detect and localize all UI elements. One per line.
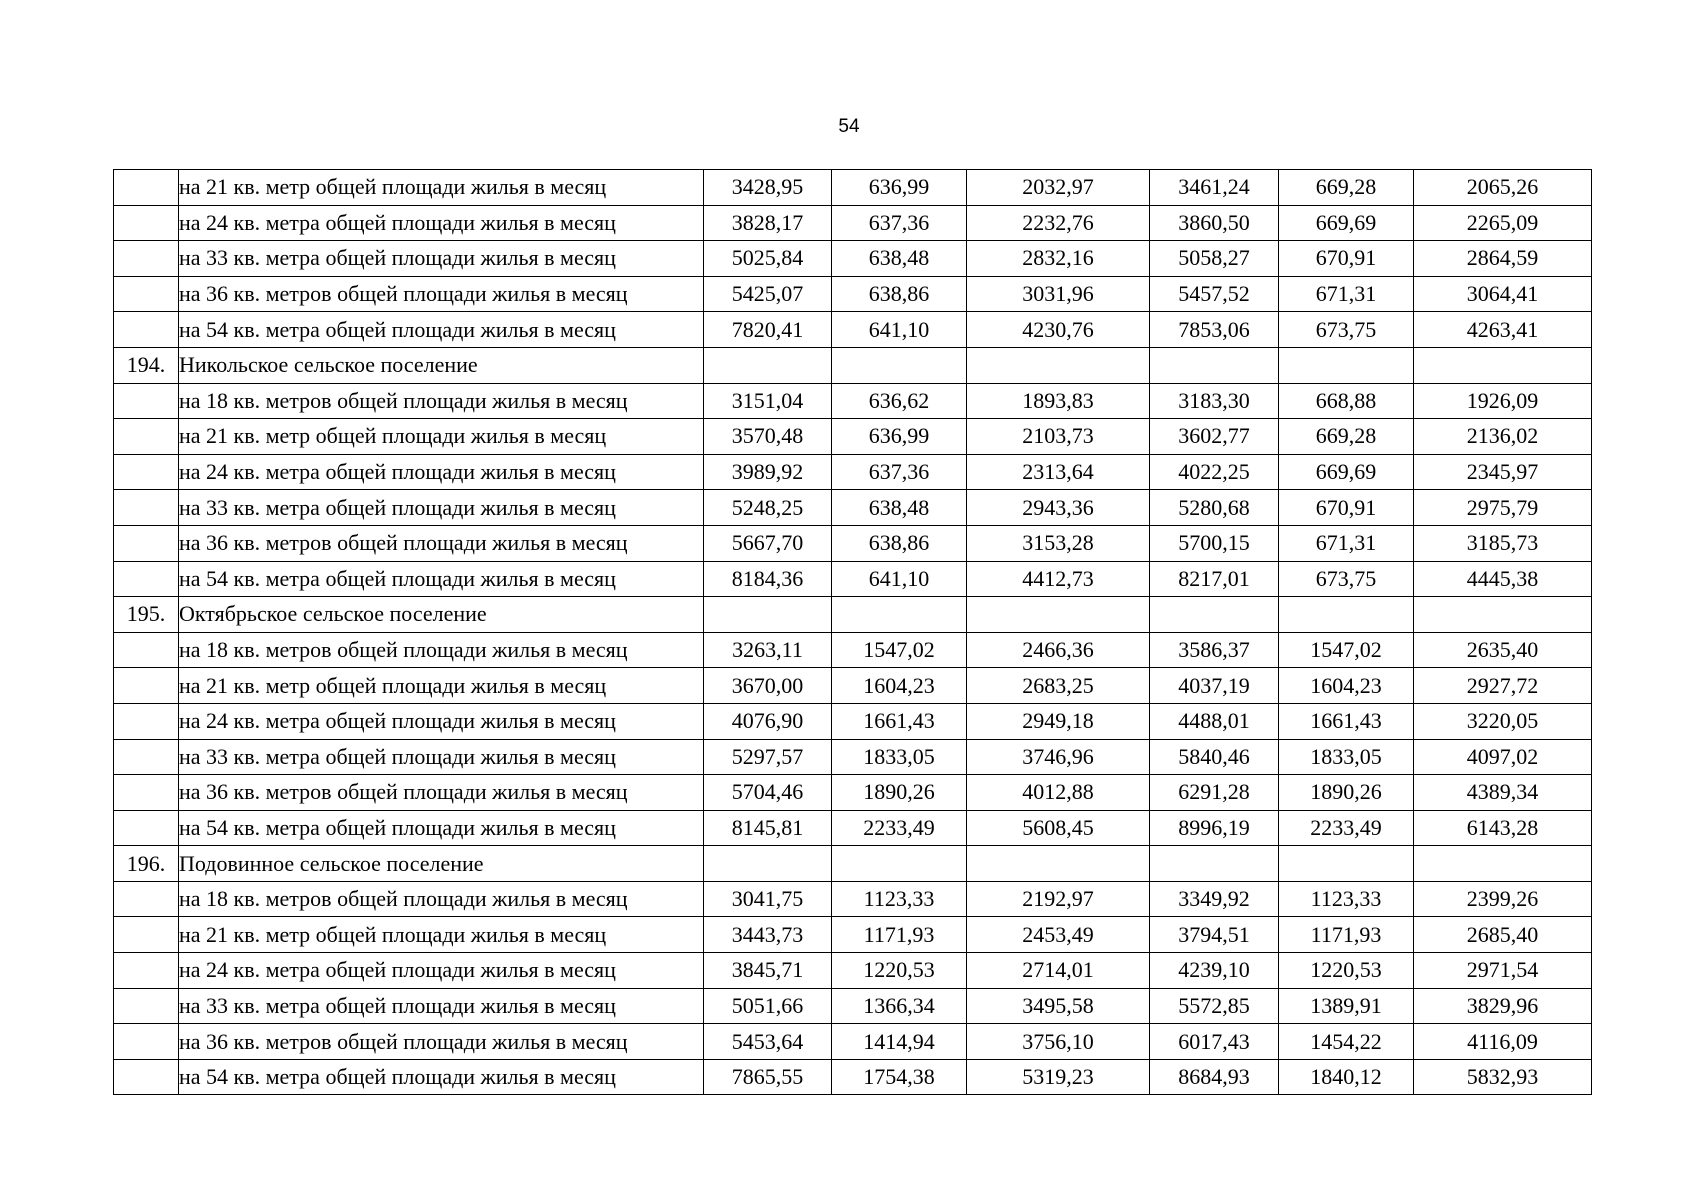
table-row [114,632,1592,668]
value-cell-5: 1840,12 [1279,1059,1414,1095]
value-cell-1: 5025,84 [704,241,832,277]
description-cell: на 21 кв. метр общей площади жилья в месяц [179,419,704,455]
table-row [114,312,1592,348]
value-cell-1: 7820,41 [704,312,832,348]
value-cell-6: 6143,28 [1414,810,1592,846]
description-cell: на 54 кв. метра общей площади жилья в месяц [179,561,704,597]
value-cell-2: 636,99 [832,419,967,455]
row-number-cell [114,276,179,312]
value-cell-5 [1279,597,1414,633]
description-cell: на 18 кв. метров общей площади жилья в месяц [179,632,704,668]
value-cell-2: 1414,94 [832,1024,967,1060]
value-cell-1: 5051,66 [704,988,832,1024]
value-cell-6: 1926,09 [1414,383,1592,419]
value-cell-1: 3443,73 [704,917,832,953]
row-number-cell: 194. [114,347,179,383]
value-cell-2: 637,36 [832,454,967,490]
value-cell-6: 2065,26 [1414,170,1592,206]
value-cell-6: 4389,34 [1414,775,1592,811]
description-cell: на 36 кв. метров общей площади жилья в месяц [179,1024,704,1060]
table-row [114,810,1592,846]
value-cell-3: 2313,64 [967,454,1150,490]
row-number-cell [114,525,179,561]
value-cell-1: 3570,48 [704,419,832,455]
value-cell-3 [967,846,1150,882]
value-cell-6: 2927,72 [1414,668,1592,704]
value-cell-3: 1893,83 [967,383,1150,419]
value-cell-6: 2345,97 [1414,454,1592,490]
value-cell-5: 2233,49 [1279,810,1414,846]
description-cell: Никольское сельское поселение [179,347,704,383]
row-number-cell [114,775,179,811]
description-cell: на 21 кв. метр общей площади жилья в месяц [179,668,704,704]
table-row [114,170,1592,206]
value-cell-5: 671,31 [1279,525,1414,561]
description-cell: на 36 кв. метров общей площади жилья в месяц [179,525,704,561]
value-cell-5: 1661,43 [1279,703,1414,739]
table-row [114,276,1592,312]
value-cell-5: 1171,93 [1279,917,1414,953]
row-number-cell [114,881,179,917]
value-cell-1: 5248,25 [704,490,832,526]
row-number-cell [114,205,179,241]
value-cell-6: 2399,26 [1414,881,1592,917]
value-cell-4: 3586,37 [1150,632,1279,668]
row-number-cell [114,241,179,277]
value-cell-4: 3183,30 [1150,383,1279,419]
table-row [114,953,1592,989]
row-number-cell [114,1059,179,1095]
table-row [114,561,1592,597]
value-cell-1 [704,347,832,383]
table-row [114,775,1592,811]
description-cell: на 33 кв. метра общей площади жилья в месяц [179,490,704,526]
row-number-cell [114,1024,179,1060]
value-cell-4: 7853,06 [1150,312,1279,348]
description-cell: на 36 кв. метров общей площади жилья в месяц [179,775,704,811]
value-cell-6: 3829,96 [1414,988,1592,1024]
row-number-cell: 195. [114,597,179,633]
value-cell-1: 5667,70 [704,525,832,561]
value-cell-2: 1171,93 [832,917,967,953]
value-cell-3: 2103,73 [967,419,1150,455]
value-cell-2: 641,10 [832,312,967,348]
value-cell-1: 3989,92 [704,454,832,490]
table-row [114,1059,1592,1095]
value-cell-5: 673,75 [1279,312,1414,348]
description-cell: на 18 кв. метров общей площади жилья в месяц [179,881,704,917]
value-cell-6 [1414,846,1592,882]
value-cell-5: 668,88 [1279,383,1414,419]
value-cell-2: 638,48 [832,241,967,277]
value-cell-2: 636,62 [832,383,967,419]
value-cell-5: 670,91 [1279,241,1414,277]
value-cell-1: 3151,04 [704,383,832,419]
table-row [114,1024,1592,1060]
value-cell-4: 5457,52 [1150,276,1279,312]
value-cell-1: 5297,57 [704,739,832,775]
row-number-cell [114,419,179,455]
value-cell-2: 1366,34 [832,988,967,1024]
value-cell-3: 2032,97 [967,170,1150,206]
value-cell-3: 3746,96 [967,739,1150,775]
value-cell-3: 3153,28 [967,525,1150,561]
value-cell-4: 8996,19 [1150,810,1279,846]
value-cell-4: 3602,77 [1150,419,1279,455]
value-cell-5: 1833,05 [1279,739,1414,775]
value-cell-1: 3845,71 [704,953,832,989]
value-cell-3: 2192,97 [967,881,1150,917]
value-cell-6: 3185,73 [1414,525,1592,561]
value-cell-6: 2864,59 [1414,241,1592,277]
value-cell-5 [1279,846,1414,882]
value-cell-2 [832,597,967,633]
value-cell-4: 8217,01 [1150,561,1279,597]
value-cell-3 [967,597,1150,633]
table-body [114,170,1592,1095]
value-cell-2: 1661,43 [832,703,967,739]
value-cell-5: 670,91 [1279,490,1414,526]
value-cell-5: 1454,22 [1279,1024,1414,1060]
value-cell-3: 2453,49 [967,917,1150,953]
value-cell-4: 4037,19 [1150,668,1279,704]
value-cell-1: 3263,11 [704,632,832,668]
table-row [114,739,1592,775]
value-cell-2: 641,10 [832,561,967,597]
value-cell-3: 2232,76 [967,205,1150,241]
value-cell-3: 4230,76 [967,312,1150,348]
value-cell-4 [1150,597,1279,633]
value-cell-6: 3220,05 [1414,703,1592,739]
value-cell-6: 4445,38 [1414,561,1592,597]
value-cell-3 [967,347,1150,383]
row-number-cell [114,668,179,704]
page-number: 54 [838,116,860,137]
table-row [114,668,1592,704]
description-cell: на 24 кв. метра общей площади жилья в месяц [179,454,704,490]
table-row [114,205,1592,241]
value-cell-1: 8184,36 [704,561,832,597]
value-cell-3: 4012,88 [967,775,1150,811]
value-cell-2 [832,846,967,882]
value-cell-6 [1414,597,1592,633]
value-cell-6 [1414,347,1592,383]
value-cell-4: 3461,24 [1150,170,1279,206]
description-cell: на 33 кв. метра общей площади жилья в месяц [179,739,704,775]
value-cell-2: 1220,53 [832,953,967,989]
description-cell: на 36 кв. метров общей площади жилья в месяц [179,276,704,312]
value-cell-2: 638,86 [832,525,967,561]
value-cell-3: 5319,23 [967,1059,1150,1095]
value-cell-6: 2635,40 [1414,632,1592,668]
value-cell-1: 5425,07 [704,276,832,312]
value-cell-4: 3860,50 [1150,205,1279,241]
value-cell-4 [1150,347,1279,383]
value-cell-2: 1604,23 [832,668,967,704]
table-row [114,525,1592,561]
value-cell-5: 1604,23 [1279,668,1414,704]
value-cell-6: 2685,40 [1414,917,1592,953]
value-cell-4 [1150,846,1279,882]
value-cell-5 [1279,347,1414,383]
value-cell-4: 8684,93 [1150,1059,1279,1095]
table-row [114,383,1592,419]
value-cell-3: 2466,36 [967,632,1150,668]
value-cell-3: 2943,36 [967,490,1150,526]
value-cell-1: 3828,17 [704,205,832,241]
value-cell-5: 669,28 [1279,170,1414,206]
description-cell: на 33 кв. метра общей площади жилья в месяц [179,241,704,277]
value-cell-1: 7865,55 [704,1059,832,1095]
description-cell: на 54 кв. метра общей площади жилья в месяц [179,312,704,348]
table-row [114,419,1592,455]
value-cell-3: 5608,45 [967,810,1150,846]
value-cell-6: 4263,41 [1414,312,1592,348]
description-cell: на 24 кв. метра общей площади жилья в месяц [179,703,704,739]
table-row [114,917,1592,953]
value-cell-4: 5058,27 [1150,241,1279,277]
row-number-cell [114,988,179,1024]
description-cell: Октябрьское сельское поселение [179,597,704,633]
value-cell-2: 1123,33 [832,881,967,917]
value-cell-2: 637,36 [832,205,967,241]
row-number-cell [114,917,179,953]
value-cell-3: 2949,18 [967,703,1150,739]
section-header-row [114,846,1592,882]
value-cell-1: 8145,81 [704,810,832,846]
row-number-cell [114,454,179,490]
value-cell-6: 2265,09 [1414,205,1592,241]
row-number-cell [114,170,179,206]
value-cell-4: 5700,15 [1150,525,1279,561]
tariff-table [113,169,1592,1095]
value-cell-5: 1220,53 [1279,953,1414,989]
description-cell: на 24 кв. метра общей площади жилья в месяц [179,205,704,241]
row-number-cell [114,810,179,846]
value-cell-3: 4412,73 [967,561,1150,597]
value-cell-3: 3756,10 [967,1024,1150,1060]
value-cell-2: 1890,26 [832,775,967,811]
value-cell-4: 3349,92 [1150,881,1279,917]
description-cell: Подовинное сельское поселение [179,846,704,882]
value-cell-4: 6291,28 [1150,775,1279,811]
description-cell: на 24 кв. метра общей площади жилья в месяц [179,953,704,989]
value-cell-2: 1833,05 [832,739,967,775]
value-cell-3: 2832,16 [967,241,1150,277]
value-cell-2: 1754,38 [832,1059,967,1095]
value-cell-1: 5704,46 [704,775,832,811]
value-cell-6: 4116,09 [1414,1024,1592,1060]
row-number-cell [114,703,179,739]
value-cell-6: 2975,79 [1414,490,1592,526]
value-cell-2: 2233,49 [832,810,967,846]
value-cell-1: 3670,00 [704,668,832,704]
value-cell-1 [704,846,832,882]
value-cell-4: 5572,85 [1150,988,1279,1024]
table-row [114,881,1592,917]
value-cell-4: 3794,51 [1150,917,1279,953]
value-cell-4: 6017,43 [1150,1024,1279,1060]
value-cell-4: 5840,46 [1150,739,1279,775]
table-row [114,454,1592,490]
section-header-row [114,597,1592,633]
value-cell-5: 1389,91 [1279,988,1414,1024]
value-cell-1: 3041,75 [704,881,832,917]
value-cell-5: 673,75 [1279,561,1414,597]
value-cell-5: 669,69 [1279,205,1414,241]
value-cell-6: 2136,02 [1414,419,1592,455]
row-number-cell [114,561,179,597]
row-number-cell [114,383,179,419]
row-number-cell [114,312,179,348]
value-cell-1: 3428,95 [704,170,832,206]
value-cell-5: 1547,02 [1279,632,1414,668]
value-cell-2: 1547,02 [832,632,967,668]
description-cell: на 54 кв. метра общей площади жилья в месяц [179,1059,704,1095]
value-cell-5: 669,28 [1279,419,1414,455]
row-number-cell [114,632,179,668]
value-cell-4: 5280,68 [1150,490,1279,526]
table-row [114,241,1592,277]
value-cell-4: 4022,25 [1150,454,1279,490]
value-cell-2: 638,48 [832,490,967,526]
value-cell-6: 4097,02 [1414,739,1592,775]
value-cell-2: 636,99 [832,170,967,206]
row-number-cell [114,739,179,775]
value-cell-4: 4488,01 [1150,703,1279,739]
value-cell-5: 1890,26 [1279,775,1414,811]
value-cell-3: 2683,25 [967,668,1150,704]
description-cell: на 18 кв. метров общей площади жилья в месяц [179,383,704,419]
description-cell: на 21 кв. метр общей площади жилья в месяц [179,170,704,206]
value-cell-1: 5453,64 [704,1024,832,1060]
value-cell-1 [704,597,832,633]
description-cell: на 21 кв. метр общей площади жилья в месяц [179,917,704,953]
row-number-cell [114,490,179,526]
value-cell-5: 671,31 [1279,276,1414,312]
section-header-row [114,347,1592,383]
value-cell-3: 3495,58 [967,988,1150,1024]
row-number-cell: 196. [114,846,179,882]
value-cell-1: 4076,90 [704,703,832,739]
value-cell-5: 1123,33 [1279,881,1414,917]
value-cell-6: 3064,41 [1414,276,1592,312]
value-cell-3: 2714,01 [967,953,1150,989]
value-cell-2 [832,347,967,383]
row-number-cell [114,953,179,989]
table-row [114,988,1592,1024]
table-row [114,703,1592,739]
value-cell-6: 5832,93 [1414,1059,1592,1095]
value-cell-2: 638,86 [832,276,967,312]
value-cell-6: 2971,54 [1414,953,1592,989]
description-cell: на 54 кв. метра общей площади жилья в месяц [179,810,704,846]
value-cell-3: 3031,96 [967,276,1150,312]
description-cell: на 33 кв. метра общей площади жилья в месяц [179,988,704,1024]
table-row [114,490,1592,526]
value-cell-4: 4239,10 [1150,953,1279,989]
value-cell-5: 669,69 [1279,454,1414,490]
